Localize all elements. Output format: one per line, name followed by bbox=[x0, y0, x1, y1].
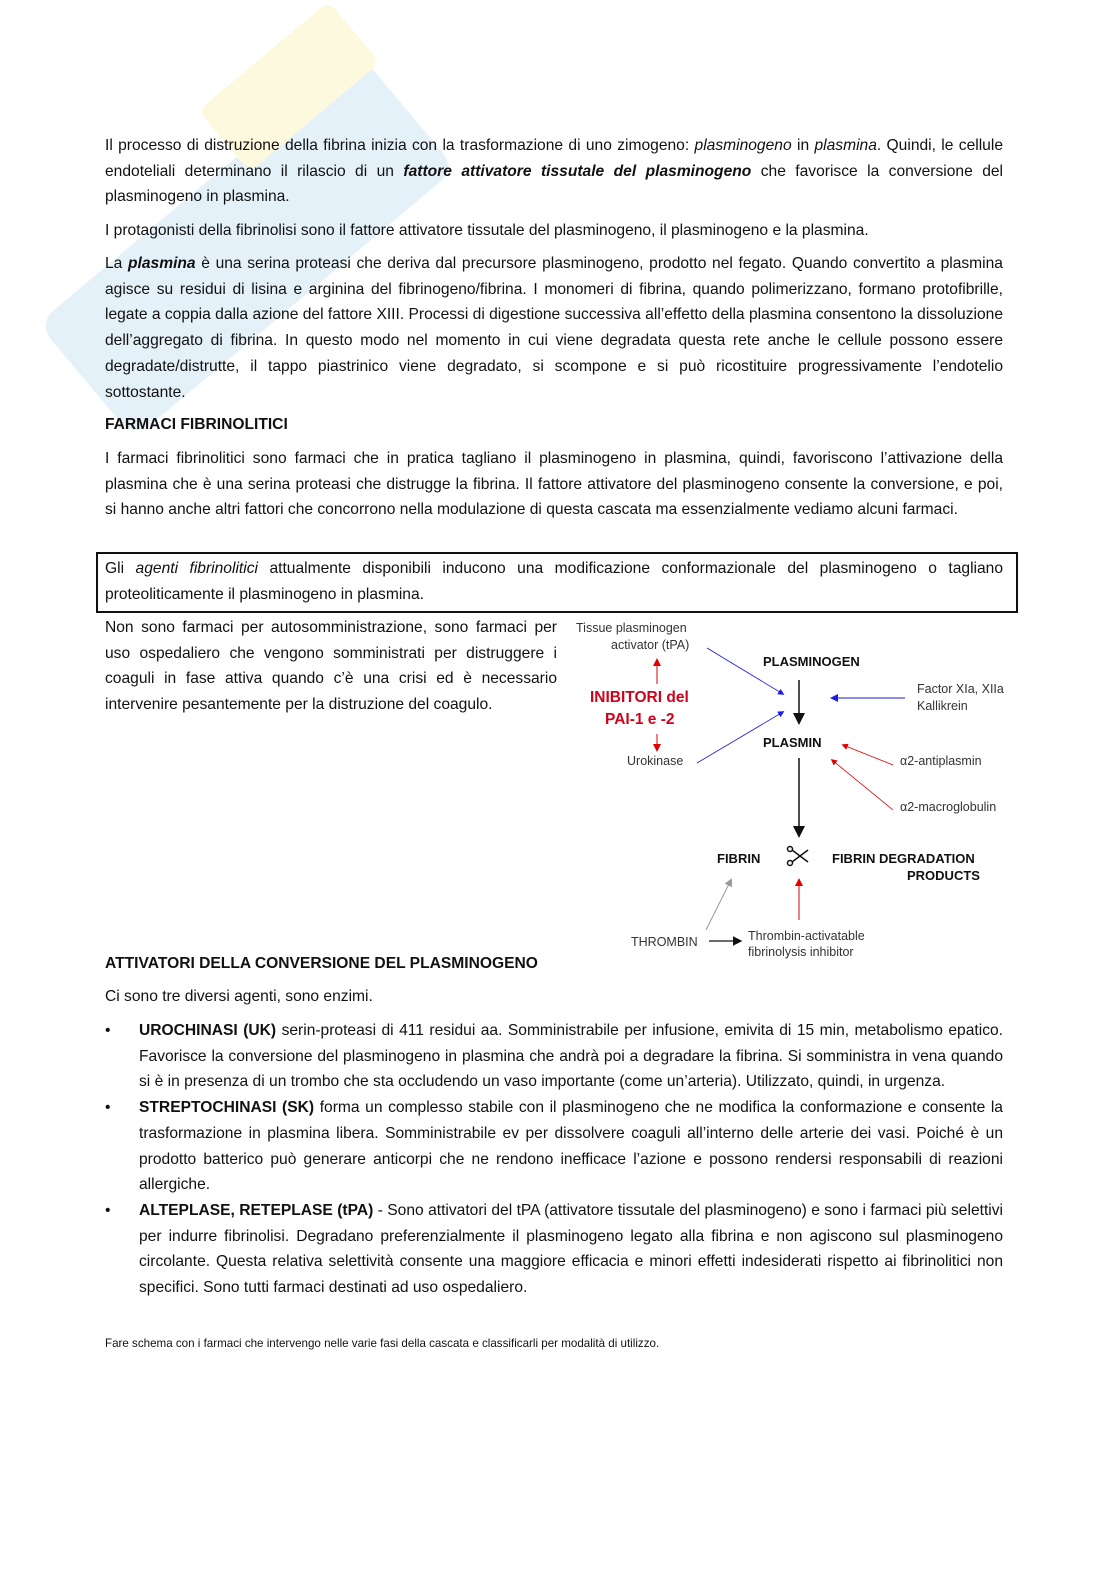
factor-label-1: Factor XIa, XIIa bbox=[917, 682, 1004, 696]
fibrin-label: FIBRIN bbox=[717, 851, 761, 866]
footnote: Fare schema con i farmaci che intervengo nelle varie fasi della cascata e classificarli per modalità di utilizzo. bbox=[105, 1337, 660, 1350]
antiplasmin-label: α2-antiplasmin bbox=[900, 754, 982, 768]
list-item-urochinasi: • UROCHINASI (UK) serin-proteasi di 411 residui aa. Somministrabile per infusione, emivita di 15 min, metabolismo epatico. Favorisce la conversione del plasminogeno in plasmina che andrà poi a degradare la fibrina. Si somministra in vena quando si è in presenza di un trombo che sta occludendo un vaso importante (come un’arteria). Utilizzato, quindi, in urgenza. bbox=[105, 1022, 1003, 1091]
factor-label-2: Kallikrein bbox=[917, 699, 968, 713]
thrombin-label: THROMBIN bbox=[631, 935, 698, 949]
list-item-streptochinasi: • STREPTOCHINASI (SK) forma un complesso stabile con il plasminogeno che ne modifica la conformazione e consente la trasformazione in plasmina libera. Somministrabile ev per dissolvere coaguli all’interno delle arterie dei vasi. Poiché è un prodotto batterico può generare anticorpi che ne rendono inefficace l’azione e possono rendersi responsabili di reazioni allergiche. bbox=[105, 1099, 1003, 1194]
macroglobulin-inhibit-arrow bbox=[832, 760, 893, 810]
tpa-label-2: activator (tPA) bbox=[611, 638, 690, 652]
agents-list bbox=[105, 1018, 1003, 1301]
fdp-label-1: FIBRIN DEGRADATION bbox=[832, 851, 975, 866]
plasminogen-label: PLASMINOGEN bbox=[763, 654, 860, 669]
tafi-label-2: fibrinolysis inhibitor bbox=[748, 945, 854, 959]
thrombin-to-fibrin-arrow bbox=[706, 880, 731, 930]
inhibitors-label-1: INIBITORI del bbox=[590, 689, 689, 706]
tpa-label-1: Tissue plasminogen bbox=[576, 621, 687, 635]
hospital-use-paragraph: Non sono farmaci per autosomministrazione, sono farmaci per uso ospedaliero che vengono somministrati per distruggere i coaguli in fase attiva quando c’è una crisi ed è necessario intervenire pesantemente per la distruzione del coagulo. bbox=[105, 619, 557, 714]
protagonists-paragraph: I protagonisti della fibrinolisi sono il fattore attivatore tissutale del plasminogeno, il plasminogeno e la plasmina. bbox=[105, 222, 869, 239]
intro-paragraph: Il processo di distruzione della fibrina inizia con la trasformazione di uno zimogeno: plasminogeno in plasmina. Quindi, le cellule endoteliali determinano il rilascio di un fattore attivatore tissutale del plasminogeno che favorisce la conversione del plasminogeno in plasmina. bbox=[105, 137, 1004, 206]
farmaci-paragraph: I farmaci fibrinolitici sono farmaci che in pratica tagliano il plasminogeno in plasmina, quindi, favoriscono l’attivazione della plasmina che è una serina proteasi che distrugge la fibrina. Il fattore attivatore del plasminogeno consente la conversione, e poi, si hanno anche altri fattori che concorrono nella modulazione di questa cascata ma essenzialmente vediamo alcuni farmaci. bbox=[105, 450, 1003, 519]
inhibitors-label-2: PAI-1 e -2 bbox=[605, 711, 675, 728]
heading-attivatori: ATTIVATORI DELLA CONVERSIONE DEL PLASMINOGENO bbox=[105, 955, 538, 972]
scissors-icon bbox=[788, 847, 809, 866]
box-paragraph: Gli agenti fibrinolitici attualmente disponibili inducono una modificazione conformazionale del plasminogeno o tagliano proteoliticamente il plasminogeno in plasmina. bbox=[105, 560, 1004, 603]
macroglobulin-label: α2-macroglobulin bbox=[900, 800, 997, 814]
list-item-alteplase: • ALTEPLASE, RETEPLASE (tPA) - Sono attivatori del tPA (attivatore tissutale del plasminogeno) e sono i farmaci più selettivi per indurre fibrinolisi. Degradano preferenzialmente il plasminogeno legato alla fibrina e non agiscono sul plasminogeno circolante. Questa relativa selettività consente una maggiore efficacia e minori effetti indesiderati rispetto ai fibrinolitici non specifici. Sono tutti farmaci destinati ad uso ospedaliero. bbox=[105, 1201, 1004, 1297]
tafi-label-1: Thrombin-activatable bbox=[748, 929, 865, 943]
agents-intro: Ci sono tre diversi agenti, sono enzimi. bbox=[105, 988, 373, 1005]
fdp-label-2: PRODUCTS bbox=[907, 868, 980, 883]
urokinase-label: Urokinase bbox=[627, 754, 684, 768]
antiplasmin-inhibit-arrow bbox=[843, 745, 893, 765]
plasmin-label: PLASMIN bbox=[763, 735, 822, 750]
heading-farmaci-fibrinolitici: FARMACI FIBRINOLITICI bbox=[105, 416, 288, 433]
plasmina-paragraph: La plasmina è una serina proteasi che deriva dal precursore plasminogeno, prodotto nel fegato. Quando convertito a plasmina agisce su residui di lisina e arginina del fibrinogeno/fibrina. I monomeri di fibrina, quando polimerizzano, formano protofibrille, legate a coppia dalla azione del fattore XIII. Processi di digestione successiva all’effetto della plasmina consentono la dissoluzione dell’aggregato di fibrina. In questo modo nel momento in cui viene degradata questa rete anche le cellule possono essere degradate/distrutte, il tappo piastrinico viene degradato, si scompone e si può ricostituire progressivamente l’endotelio sottostante. bbox=[105, 255, 1003, 401]
